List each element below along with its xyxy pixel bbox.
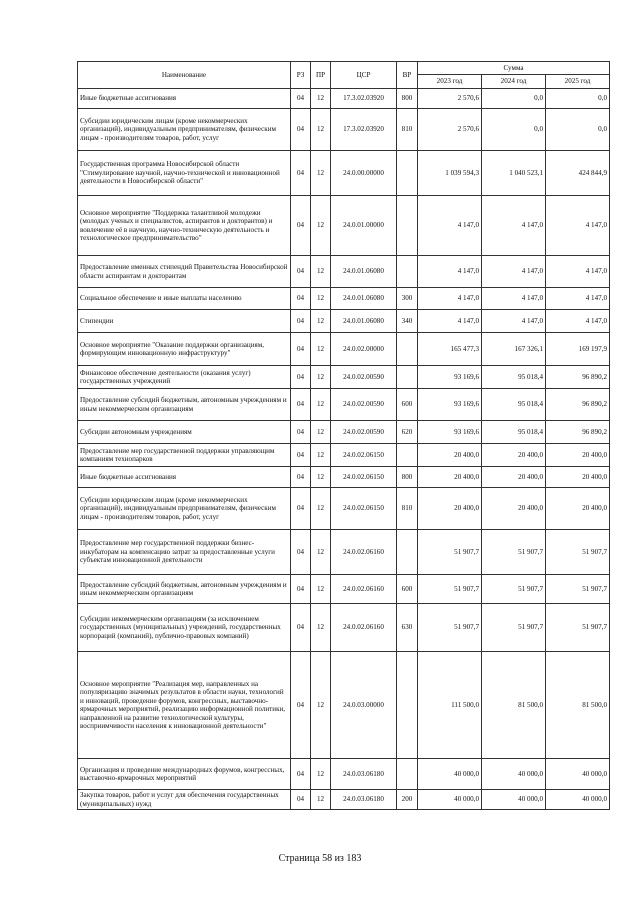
row-sum-2025: 51 907,7: [546, 530, 610, 575]
row-name: Предоставление мер государственной поддержки управляющим компаниям технопарков: [78, 444, 291, 467]
row-vr: [397, 333, 418, 366]
row-csr: 24.0.03.00000: [331, 652, 397, 759]
row-csr: 24.0.02.00000: [331, 333, 397, 366]
row-vr: 810: [397, 488, 418, 530]
table-row: [78, 652, 610, 759]
row-sum-2025: 20 400,0: [546, 444, 610, 467]
row-pr: 12: [311, 790, 331, 810]
row-pr: 12: [311, 109, 331, 151]
row-sum-2023: 4 147,0: [418, 288, 482, 310]
row-sum-2024: 95 018,4: [482, 366, 546, 389]
row-sum-2023: 4 147,0: [418, 256, 482, 288]
header-year-2025: 2025 год: [546, 75, 610, 89]
header-pr: ПР: [311, 62, 331, 89]
row-csr: 24.0.02.06160: [331, 604, 397, 652]
row-sum-2024: 4 147,0: [482, 196, 546, 256]
row-sum-2025: 4 147,0: [546, 196, 610, 256]
row-pr: 12: [311, 444, 331, 467]
row-sum-2023: 20 400,0: [418, 488, 482, 530]
row-csr: 24.0.02.00590: [331, 389, 397, 421]
row-sum-2024: 4 147,0: [482, 310, 546, 333]
row-pr: 12: [311, 421, 331, 444]
row-rz: 04: [291, 530, 311, 575]
row-csr: 24.0.01.06080: [331, 310, 397, 333]
row-sum-2023: 40 000,0: [418, 759, 482, 790]
row-csr: 24.0.02.00590: [331, 366, 397, 389]
row-pr: 12: [311, 575, 331, 604]
row-sum-2024: 81 500,0: [482, 652, 546, 759]
table-row: [78, 196, 610, 256]
table-row: [78, 488, 610, 530]
row-pr: 12: [311, 288, 331, 310]
table-row: [78, 604, 610, 652]
row-name: Основное мероприятие "Реализация мер, направленных на популяризацию значимых результатов в области науки, технологий и инноваций, проведение форумов, конгрессных, выставочно-ярмарочных мероприятий, реализацию информационной политики, направленной на развитие технологической культуры, восприимчивости населения к инновационной деятельности": [78, 652, 291, 759]
table-row: [78, 366, 610, 389]
row-name: Предоставление субсидий бюджетным, автономным учреждениям и иным некоммерческим организациям: [78, 389, 291, 421]
row-vr: [397, 530, 418, 575]
row-name: Основное мероприятие "Поддержка талантливой молодежи (молодых ученых и специалистов, аспирантов и докторантов) и вовлечение её в научную, научно-техническую деятельность и технологическое предпринимательство": [78, 196, 291, 256]
row-vr: 300: [397, 288, 418, 310]
table-row: [78, 759, 610, 790]
header-vr: ВР: [397, 62, 418, 89]
table-row: [78, 288, 610, 310]
row-rz: 04: [291, 759, 311, 790]
row-name: Финансовое обеспечение деятельности (оказания услуг) государственных учреждений: [78, 366, 291, 389]
row-pr: 12: [311, 530, 331, 575]
header-year-2024: 2024 год: [482, 75, 546, 89]
row-sum-2025: 4 147,0: [546, 256, 610, 288]
row-rz: 04: [291, 366, 311, 389]
row-csr: 24.0.01.06080: [331, 288, 397, 310]
row-rz: 04: [291, 444, 311, 467]
row-rz: 04: [291, 652, 311, 759]
row-name: Закупка товаров, работ и услуг для обеспечения государственных (муниципальных) нужд: [78, 790, 291, 810]
row-sum-2025: 96 890,2: [546, 421, 610, 444]
row-rz: 04: [291, 310, 311, 333]
table-row: [78, 333, 610, 366]
row-sum-2025: 20 400,0: [546, 467, 610, 488]
row-sum-2023: 111 500,0: [418, 652, 482, 759]
row-rz: 04: [291, 256, 311, 288]
row-vr: 630: [397, 604, 418, 652]
row-sum-2025: 4 147,0: [546, 288, 610, 310]
row-vr: [397, 151, 418, 196]
header-rz: РЗ: [291, 62, 311, 89]
row-sum-2023: 51 907,7: [418, 575, 482, 604]
header-csr: ЦСР: [331, 62, 397, 89]
row-sum-2025: 51 907,7: [546, 575, 610, 604]
row-csr: 24.0.02.06150: [331, 444, 397, 467]
row-vr: 200: [397, 790, 418, 810]
row-rz: 04: [291, 575, 311, 604]
row-csr: 24.0.01.00000: [331, 196, 397, 256]
row-sum-2023: 51 907,7: [418, 530, 482, 575]
row-pr: 12: [311, 488, 331, 530]
budget-table: [77, 61, 610, 810]
row-rz: 04: [291, 333, 311, 366]
row-sum-2024: 0,0: [482, 109, 546, 151]
row-rz: 04: [291, 604, 311, 652]
row-vr: [397, 652, 418, 759]
row-sum-2025: 0,0: [546, 89, 610, 109]
row-sum-2023: 4 147,0: [418, 196, 482, 256]
row-pr: 12: [311, 366, 331, 389]
table-row: [78, 790, 610, 810]
row-sum-2023: 1 039 594,3: [418, 151, 482, 196]
row-sum-2024: 20 400,0: [482, 467, 546, 488]
row-name: Иные бюджетные ассигнования: [78, 89, 291, 109]
row-rz: 04: [291, 790, 311, 810]
row-sum-2023: 93 169,6: [418, 389, 482, 421]
row-vr: [397, 444, 418, 467]
table-row: [78, 151, 610, 196]
row-sum-2025: 20 400,0: [546, 488, 610, 530]
row-pr: 12: [311, 256, 331, 288]
row-rz: 04: [291, 389, 311, 421]
row-sum-2025: 51 907,7: [546, 604, 610, 652]
table-row: [78, 109, 610, 151]
row-csr: 24.0.02.06160: [331, 575, 397, 604]
row-rz: 04: [291, 151, 311, 196]
row-rz: 04: [291, 109, 311, 151]
row-name: Организация и проведение международных форумов, конгрессных, выставочно-ярмарочных мероприятий: [78, 759, 291, 790]
budget-sheet: [77, 61, 609, 810]
row-sum-2023: 2 570,6: [418, 89, 482, 109]
row-rz: 04: [291, 196, 311, 256]
row-name: Субсидии юридическим лицам (кроме некоммерческих организаций), индивидуальным предпринимателям, физическим лицам - производителям товаров, работ, услуг: [78, 109, 291, 151]
header-name: Наименование: [78, 62, 291, 89]
row-csr: 24.0.00.00000: [331, 151, 397, 196]
row-pr: 12: [311, 151, 331, 196]
row-name: Предоставление субсидий бюджетным, автономным учреждениям и иным некоммерческим организациям: [78, 575, 291, 604]
table-body: [78, 89, 610, 810]
row-sum-2023: 93 169,6: [418, 421, 482, 444]
row-csr: 17.3.02.03920: [331, 109, 397, 151]
row-vr: 340: [397, 310, 418, 333]
row-sum-2023: 165 477,3: [418, 333, 482, 366]
row-name: Субсидии автономным учреждениям: [78, 421, 291, 444]
row-sum-2023: 20 400,0: [418, 467, 482, 488]
row-sum-2023: 51 907,7: [418, 604, 482, 652]
table-row: [78, 530, 610, 575]
row-csr: 24.0.02.06160: [331, 530, 397, 575]
row-sum-2024: 20 400,0: [482, 488, 546, 530]
row-sum-2024: 1 040 523,1: [482, 151, 546, 196]
row-vr: 800: [397, 467, 418, 488]
row-sum-2024: 40 000,0: [482, 790, 546, 810]
row-vr: 620: [397, 421, 418, 444]
row-sum-2025: 4 147,0: [546, 310, 610, 333]
row-vr: 800: [397, 89, 418, 109]
row-rz: 04: [291, 89, 311, 109]
row-vr: 600: [397, 575, 418, 604]
row-sum-2024: 0,0: [482, 89, 546, 109]
row-csr: 24.0.02.06150: [331, 488, 397, 530]
row-csr: 24.0.01.06080: [331, 256, 397, 288]
row-sum-2024: 51 907,7: [482, 530, 546, 575]
row-pr: 12: [311, 652, 331, 759]
row-sum-2025: 0,0: [546, 109, 610, 151]
row-name: Стипендии: [78, 310, 291, 333]
table-row: [78, 467, 610, 488]
row-pr: 12: [311, 389, 331, 421]
row-rz: 04: [291, 488, 311, 530]
row-pr: 12: [311, 196, 331, 256]
row-pr: 12: [311, 333, 331, 366]
row-pr: 12: [311, 759, 331, 790]
row-csr: 17.3.02.03920: [331, 89, 397, 109]
row-rz: 04: [291, 467, 311, 488]
row-csr: 24.0.03.06180: [331, 790, 397, 810]
row-csr: 24.0.02.06150: [331, 467, 397, 488]
row-vr: [397, 196, 418, 256]
row-sum-2025: 169 197,9: [546, 333, 610, 366]
row-sum-2024: 51 907,7: [482, 604, 546, 652]
row-sum-2024: 20 400,0: [482, 444, 546, 467]
row-pr: 12: [311, 310, 331, 333]
row-pr: 12: [311, 604, 331, 652]
row-csr: 24.0.03.06180: [331, 759, 397, 790]
row-vr: 810: [397, 109, 418, 151]
table-row: [78, 421, 610, 444]
row-name: Предоставление именных стипендий Правительства Новосибирской области аспирантам и докторантам: [78, 256, 291, 288]
table-row: [78, 575, 610, 604]
row-sum-2023: 4 147,0: [418, 310, 482, 333]
row-vr: [397, 366, 418, 389]
row-name: Государственная программа Новосибирской области "Стимулирование научной, научно-технической и инновационной деятельности в Новосибирской области": [78, 151, 291, 196]
row-sum-2024: 95 018,4: [482, 389, 546, 421]
row-name: Социальное обеспечение и иные выплаты населению: [78, 288, 291, 310]
table-row: [78, 444, 610, 467]
header-year-2023: 2023 год: [418, 75, 482, 89]
row-sum-2023: 20 400,0: [418, 444, 482, 467]
row-name: Предоставление мер государственной поддержки бизнес-инкубаторам на компенсацию затрат за предоставленные услуги субъектам инновационной деятельности: [78, 530, 291, 575]
row-sum-2025: 424 844,9: [546, 151, 610, 196]
row-name: Иные бюджетные ассигнования: [78, 467, 291, 488]
row-sum-2025: 40 000,0: [546, 790, 610, 810]
row-sum-2025: 96 890,2: [546, 389, 610, 421]
table-row: [78, 389, 610, 421]
row-sum-2025: 81 500,0: [546, 652, 610, 759]
row-vr: 600: [397, 389, 418, 421]
row-sum-2024: 40 000,0: [482, 759, 546, 790]
row-rz: 04: [291, 421, 311, 444]
row-pr: 12: [311, 89, 331, 109]
row-name: Основное мероприятие "Оказание поддержки организациям, формирующим инновационную инфраструктуру": [78, 333, 291, 366]
row-sum-2025: 96 890,2: [546, 366, 610, 389]
row-csr: 24.0.02.00590: [331, 421, 397, 444]
table-row: [78, 310, 610, 333]
row-rz: 04: [291, 288, 311, 310]
page-number: Страница 58 из 183: [278, 853, 362, 864]
row-sum-2025: 40 000,0: [546, 759, 610, 790]
row-sum-2024: 4 147,0: [482, 256, 546, 288]
row-sum-2023: 93 169,6: [418, 366, 482, 389]
row-pr: 12: [311, 467, 331, 488]
header-sum: Сумма: [418, 62, 610, 75]
table-row: [78, 89, 610, 109]
row-sum-2024: 167 326,1: [482, 333, 546, 366]
row-name: Субсидии некоммерческим организациям (за исключением государственных (муниципальных) учреждений, государственных корпораций (компаний), публично-правовых компаний): [78, 604, 291, 652]
row-sum-2023: 40 000,0: [418, 790, 482, 810]
row-vr: [397, 256, 418, 288]
row-sum-2024: 51 907,7: [482, 575, 546, 604]
row-sum-2024: 95 018,4: [482, 421, 546, 444]
row-sum-2024: 4 147,0: [482, 288, 546, 310]
row-name: Субсидии юридическим лицам (кроме некоммерческих организаций), индивидуальным предпринимателям, физическим лицам - производителям товаров, работ, услуг: [78, 488, 291, 530]
row-sum-2023: 2 570,6: [418, 109, 482, 151]
row-vr: [397, 759, 418, 790]
table-row: [78, 256, 610, 288]
